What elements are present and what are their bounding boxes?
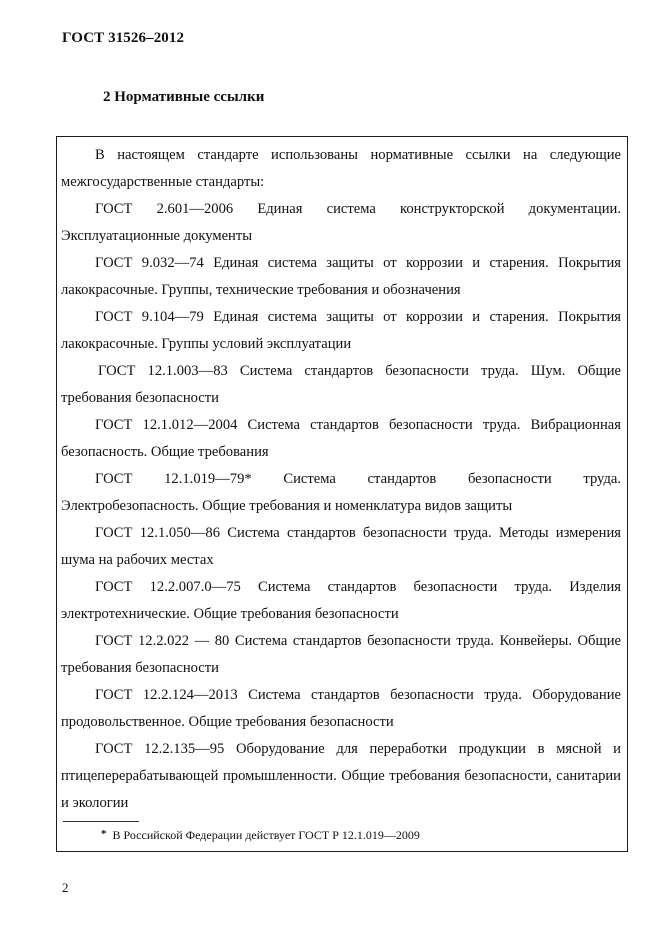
footnote-separator [63,821,139,822]
reference-item: ГОСТ 9.032—74 Единая система защиты от коррозии и старения. Покрытия лакокрасочные. Группы, технические требования и обозначения [61,255,621,298]
section-title: 2 Нормативные ссылки [103,89,265,105]
reference-item: ГОСТ 12.1.012—2004 Система стандартов безопасности труда. Вибрационная безопасность. Общие требования [61,417,621,460]
footnote-text: В Российской Федерации действует ГОСТ Р 12.1.019—2009 [112,828,420,842]
reference-item: ГОСТ 12.2.135—95 Оборудование для переработки продукции в мясной и птицеперерабатывающей промышленности. Общие требования безопасности, санитарии и экологии [61,741,621,811]
document-code: ГОСТ 31526–2012 [62,30,185,46]
footnote-mark: * [101,828,107,840]
reference-item: ГОСТ 12.1.019—79* Система стандартов безопасности труда. Электробезопасность. Общие требования и номенклатура видов защиты [61,471,621,514]
reference-item: ГОСТ 12.1.050—86 Система стандартов безопасности труда. Методы измерения шума на рабочих местах [61,525,621,568]
references-list [61,142,621,817]
reference-item: ГОСТ 12.2.007.0—75 Система стандартов безопасности труда. Изделия электротехнические. Общие требования безопасности [61,579,621,622]
reference-item: ГОСТ 12.2.124—2013 Система стандартов безопасности труда. Оборудование продовольственное. Общие требования безопасности [61,687,621,730]
references-frame [56,136,628,852]
reference-item: ГОСТ 9.104—79 Единая система защиты от коррозии и старения. Покрытия лакокрасочные. Группы условий эксплуатации [61,309,621,352]
footnote [101,827,420,844]
page-number: 2 [62,880,69,895]
reference-item: ГОСТ 12.2.022 — 80 Система стандартов безопасности труда. Конвейеры. Общие требования безопасности [61,633,621,676]
reference-item: ГОСТ 2.601—2006 Единая система конструкторской документации. Эксплуатационные документы [61,201,621,244]
intro-paragraph: В настоящем стандарте использованы нормативные ссылки на следующие межгосударственные стандарты: [61,147,621,190]
reference-item: ГОСТ 12.1.003—83 Система стандартов безопасности труда. Шум. Общие требования безопасности [61,363,621,406]
